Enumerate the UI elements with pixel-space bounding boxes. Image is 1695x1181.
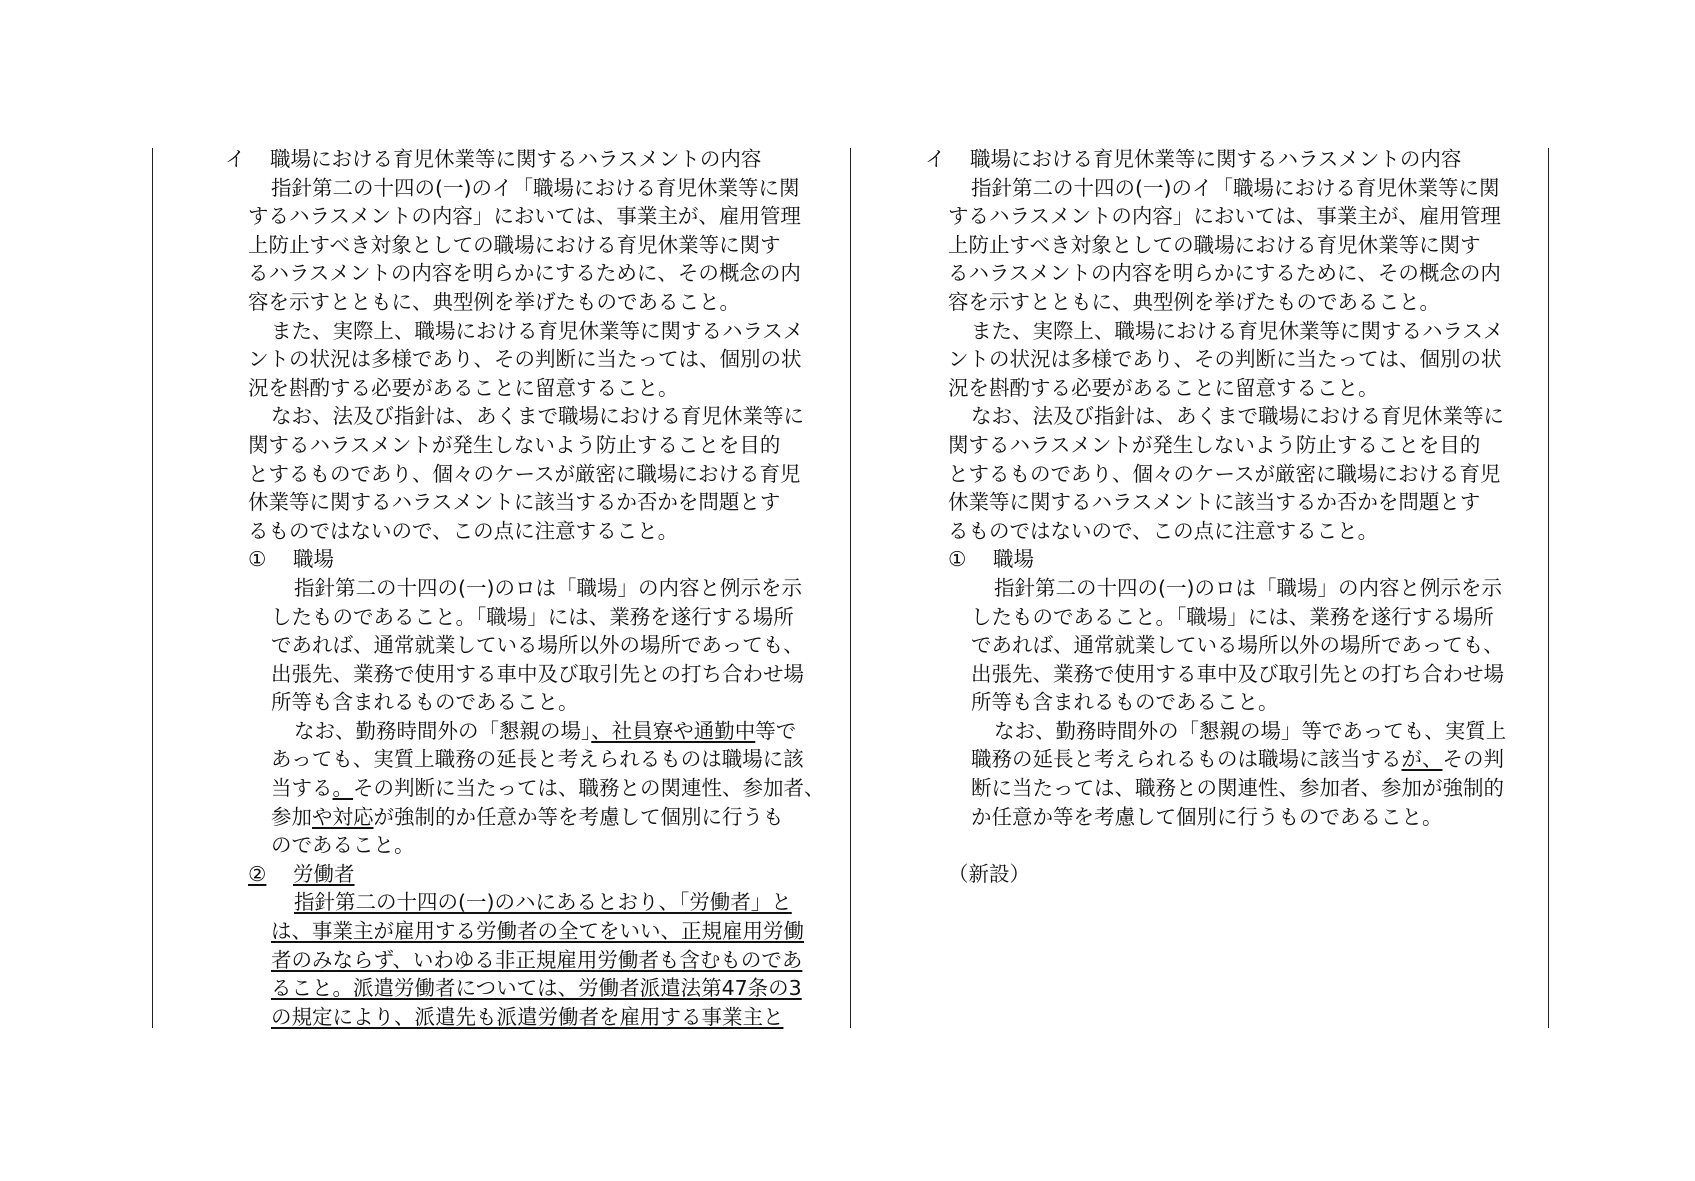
paragraph-line: るものではないので、この点に注意すること。: [248, 518, 679, 543]
paragraph-line: 上防止すべき対象としての職場における育児休業等に関す: [248, 232, 781, 257]
paragraph-line: 容を示すとともに、典型例を挙げたものであること。: [248, 289, 740, 314]
paragraph-line: とするものであり、個々のケースが厳密に職場における育児: [248, 461, 801, 486]
text-run: なお、勤務時間外の「懇親の場」: [294, 718, 592, 743]
amended-text: 指針第二の十四の(一)のハにあるとおり、「労働者」と: [294, 890, 792, 915]
paragraph-line: あっても、実質上職務の延長と考えられるものは職場に該: [271, 747, 804, 772]
amended-text: 者のみならず、いわゆる非正規雇用労働者も含むものであ: [271, 947, 803, 972]
paragraph-line: [225, 888, 845, 917]
paragraph-line: 所等も含まれるものであること。: [971, 690, 1279, 715]
paragraph-line: 容を示すとともに、典型例を挙げたものであること。: [948, 289, 1440, 314]
paragraph-line: なお、法及び指針は、あくまで職場における育児休業等に: [971, 404, 1504, 429]
paragraph-line: 休業等に関するハラスメントに該当するか否かを問題とす: [948, 490, 1481, 515]
subsection-marker: ②: [248, 861, 267, 886]
paragraph-line: 出張先、業務で使用する車中及び取引先との打ち合わせ場: [271, 661, 804, 686]
paragraph-line: [225, 946, 845, 975]
paragraph-line: 指針第二の十四の(一)のイ「職場における育児休業等に関: [271, 175, 800, 200]
heading-marker: イ: [225, 147, 246, 171]
paragraph-line: [925, 745, 1545, 774]
revised-column: [225, 145, 845, 1031]
paragraph-line: ントの状況は多様であり、その判断に当たっては、個別の状: [248, 347, 802, 372]
paragraph-line: [225, 1003, 845, 1032]
subsection-heading: [225, 545, 845, 574]
amended-text: 、社員寮や通勤中: [591, 718, 756, 743]
subsection-title: 職場: [993, 547, 1034, 572]
subsection-title: 労働者: [293, 861, 355, 886]
amended-text: は、事業主が雇用する労働者の全てをいい、正規雇用労働: [271, 919, 804, 944]
new-provision-note: （新設）: [948, 861, 1030, 886]
heading-text: 職場における育児休業等に関するハラスメントの内容: [970, 147, 1462, 171]
current-column: [925, 145, 1545, 888]
text-run: その判断に当たっては、職務との関連性、参加者、: [353, 776, 825, 801]
paragraph-line: であれば、通常就業している場所以外の場所であっても、: [971, 633, 1504, 658]
left-outer-rule: [152, 148, 153, 1028]
paragraph-line: るハラスメントの内容を明らかにするために、その概念の内: [248, 261, 801, 286]
paragraph-line: [225, 917, 845, 946]
paragraph-line: 指針第二の十四の(一)のロは「職場」の内容と例示を示: [994, 575, 1502, 600]
paragraph-line: 況を斟酌する必要があることに留意すること。: [948, 375, 1379, 400]
paragraph-line: [225, 803, 845, 832]
paragraph-line: 指針第二の十四の(一)のイ「職場における育児休業等に関: [971, 175, 1500, 200]
subsection-marker: ①: [948, 547, 967, 572]
paragraph-line: したものであること。「職場」には、業務を遂行する場所: [971, 604, 1494, 629]
section-heading: [225, 145, 845, 174]
amended-text: 。: [332, 776, 353, 801]
paragraph-line: 況を斟酌する必要があることに留意すること。: [248, 375, 679, 400]
center-rule: [850, 148, 851, 1028]
right-outer-rule: [1548, 148, 1549, 1028]
paragraph-line: のであること。: [271, 833, 415, 858]
text-run: 当する: [271, 776, 333, 801]
paragraph-line: 出張先、業務で使用する車中及び取引先との打ち合わせ場: [971, 661, 1504, 686]
subsection-heading: [225, 860, 845, 889]
paragraph-line: 断に当たっては、職務との関連性、参加者、参加が強制的: [971, 776, 1504, 801]
amended-text: や対応: [312, 804, 374, 829]
paragraph-line: また、実際上、職場における育児休業等に関するハラスメ: [971, 318, 1504, 343]
amended-text: が、: [1401, 747, 1443, 772]
paragraph-line: するハラスメントの内容」においては、事業主が、雇用管理: [248, 204, 801, 229]
subsection-marker: ①: [248, 547, 267, 572]
paragraph-line: とするものであり、個々のケースが厳密に職場における育児: [948, 461, 1501, 486]
paragraph-line: 所等も含まれるものであること。: [271, 690, 579, 715]
subsection-heading: [925, 545, 1545, 574]
paragraph-line: なお、勤務時間外の「懇親の場」等であっても、実質上: [994, 718, 1507, 743]
paragraph-line: なお、法及び指針は、あくまで職場における育児休業等に: [271, 404, 804, 429]
paragraph-line: 指針第二の十四の(一)のロは「職場」の内容と例示を示: [294, 575, 802, 600]
paragraph-line: 関するハラスメントが発生しないよう防止することを目的: [948, 432, 1481, 457]
paragraph-line: であれば、通常就業している場所以外の場所であっても、: [271, 633, 804, 658]
heading-text: 職場における育児休業等に関するハラスメントの内容: [270, 147, 762, 171]
paragraph-line: るものではないので、この点に注意すること。: [948, 518, 1379, 543]
paragraph-line: するハラスメントの内容」においては、事業主が、雇用管理: [948, 204, 1501, 229]
section-heading: [925, 145, 1545, 174]
text-run: が強制的か任意か等を考慮して個別に行うも: [373, 804, 784, 829]
text-run: 等で: [755, 718, 797, 743]
paragraph-line: 関するハラスメントが発生しないよう防止することを目的: [248, 432, 781, 457]
paragraph-line: したものであること。「職場」には、業務を遂行する場所: [271, 604, 794, 629]
paragraph-line: [225, 774, 845, 803]
paragraph-line: [225, 717, 845, 746]
text-run: その判: [1442, 747, 1504, 772]
paragraph-line: 上防止すべき対象としての職場における育児休業等に関す: [948, 232, 1481, 257]
subsection-title: 職場: [293, 547, 334, 572]
blank-line: [925, 831, 1545, 860]
text-run: 職務の延長と考えられるものは職場に該当する: [971, 747, 1402, 772]
paragraph-line: るハラスメントの内容を明らかにするために、その概念の内: [948, 261, 1501, 286]
heading-marker: イ: [925, 147, 946, 171]
paragraph-line: [225, 974, 845, 1003]
amended-text: の規定により、派遣先も派遣労働者を雇用する事業主と: [271, 1004, 784, 1029]
amended-text: ること。派遣労働者については、労働者派遣法第47条の3: [271, 976, 802, 1001]
paragraph-line: か任意か等を考慮して個別に行うものであること。: [971, 804, 1443, 829]
text-run: 参加: [271, 804, 312, 829]
paragraph-line: 休業等に関するハラスメントに該当するか否かを問題とす: [248, 490, 781, 515]
paragraph-line: ントの状況は多様であり、その判断に当たっては、個別の状: [948, 347, 1502, 372]
paragraph-line: また、実際上、職場における育児休業等に関するハラスメ: [271, 318, 804, 343]
